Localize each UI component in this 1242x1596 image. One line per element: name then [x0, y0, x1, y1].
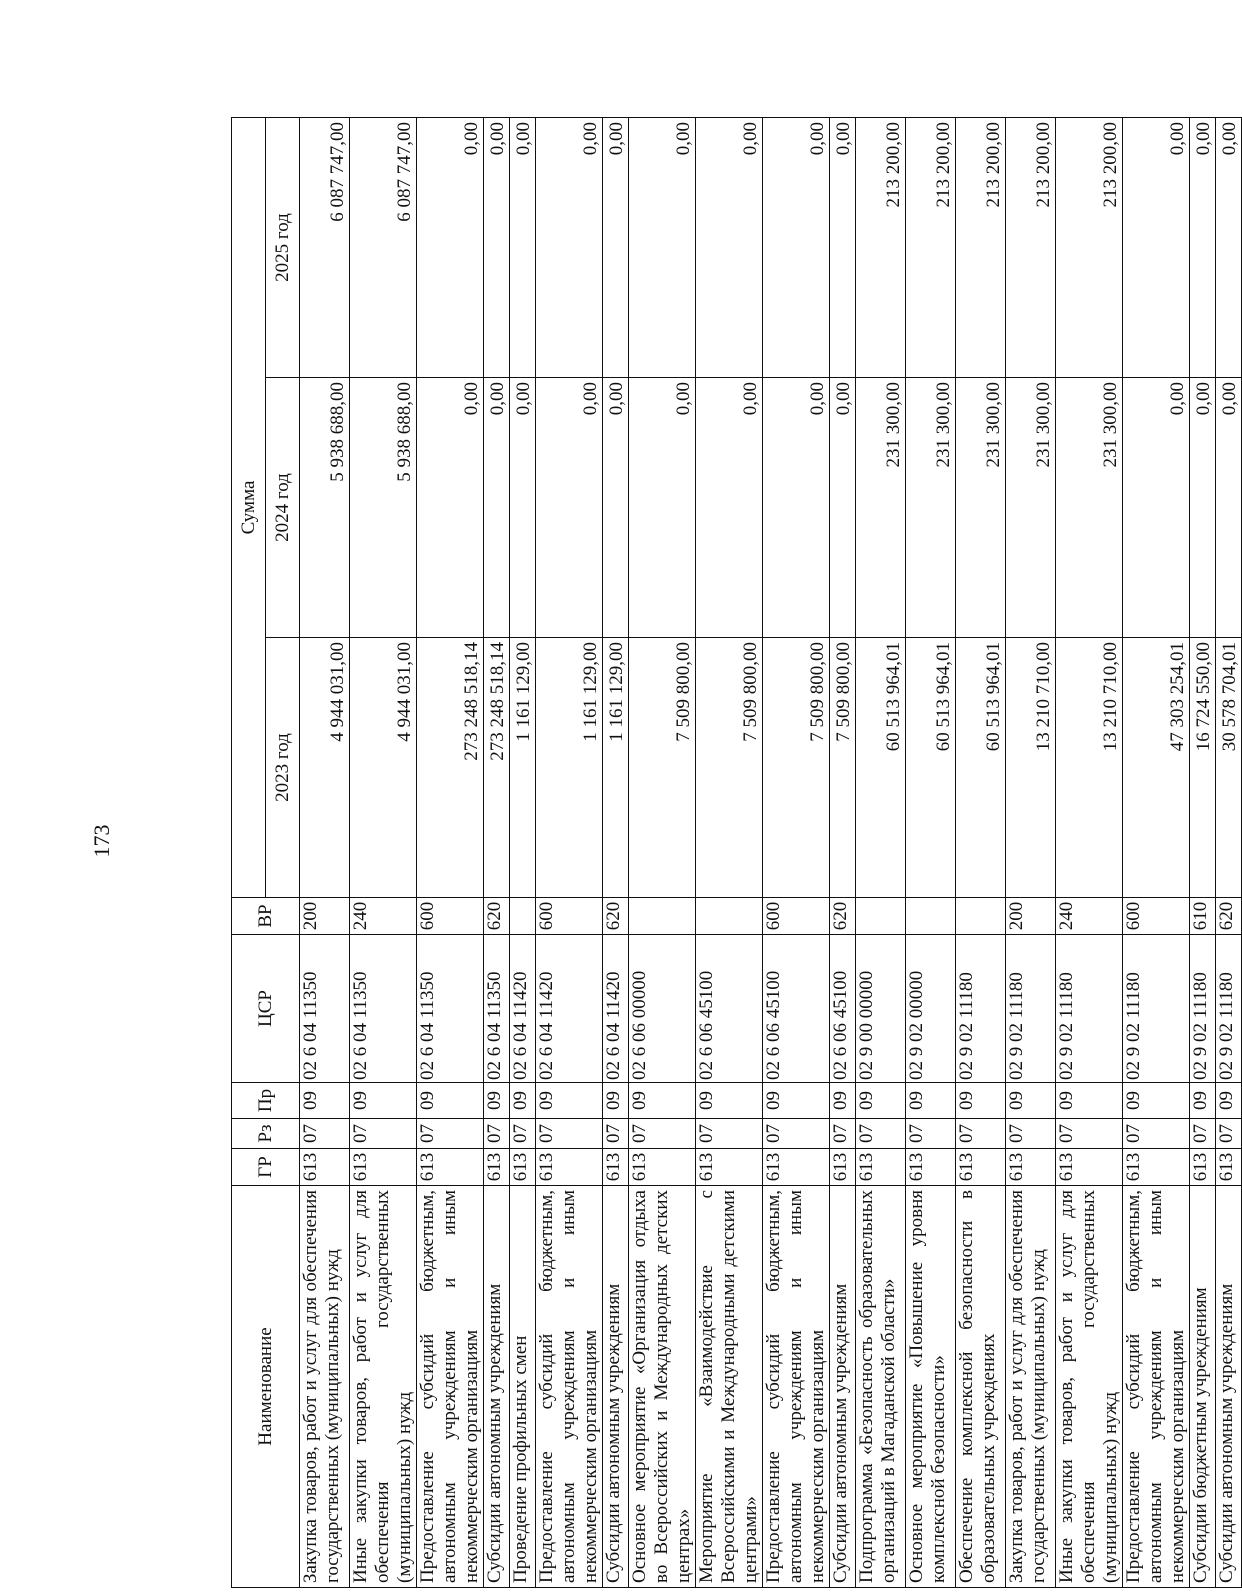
row-sum-2023: 1 161 129,00	[603, 638, 629, 898]
table-row	[484, 118, 510, 1588]
row-sum-2025: 0,00	[536, 118, 603, 378]
row-sum-2024: 0,00	[417, 378, 484, 638]
row-gr: 613	[1056, 1149, 1123, 1186]
table-row	[629, 118, 696, 1588]
row-sum-2024: 5 938 688,00	[350, 378, 417, 638]
row-csr: 02 9 02 11180	[1123, 935, 1190, 1083]
row-sum-2023: 7 509 800,00	[763, 638, 830, 898]
row-name: Субсидии автономным учреждениям	[603, 1186, 629, 1588]
row-gr: 613	[510, 1149, 536, 1186]
table-row	[956, 118, 1006, 1588]
row-sum-2024: 0,00	[510, 378, 536, 638]
row-pr: 09	[830, 1083, 856, 1119]
row-sum-2025: 0,00	[1190, 118, 1216, 378]
table-row	[300, 118, 350, 1588]
row-pr: 09	[350, 1083, 417, 1119]
row-sum-2024: 0,00	[1123, 378, 1190, 638]
row-sum-2025: 0,00	[696, 118, 763, 378]
row-pr: 09	[696, 1083, 763, 1119]
row-rz: 07	[484, 1119, 510, 1149]
row-name: Предоставление субсидий бюджетным, автономным учреждениям и иным некоммерческим организациям	[417, 1186, 484, 1588]
row-gr: 613	[856, 1149, 906, 1186]
row-rz: 07	[696, 1119, 763, 1149]
row-sum-2024: 5 938 688,00	[300, 378, 350, 638]
row-sum-2024: 0,00	[830, 378, 856, 638]
row-sum-2023: 273 248 518,14	[484, 638, 510, 898]
row-sum-2023: 16 724 550,00	[1190, 638, 1216, 898]
header-year-2023: 2023 год	[266, 638, 300, 898]
row-vr	[856, 898, 906, 935]
header-year-2024: 2024 год	[266, 378, 300, 638]
row-pr: 09	[417, 1083, 484, 1119]
row-vr: 240	[350, 898, 417, 935]
row-name: Основное мероприятие «Повышение уровня комплексной безопасности»	[906, 1186, 956, 1588]
row-rz: 07	[536, 1119, 603, 1149]
table-row	[417, 118, 484, 1588]
row-csr: 02 9 02 11180	[1216, 935, 1242, 1083]
row-sum-2024: 231 300,00	[906, 378, 956, 638]
row-sum-2023: 47 303 254,01	[1123, 638, 1190, 898]
header-year-2025: 2025 год	[266, 118, 300, 378]
row-sum-2025: 0,00	[830, 118, 856, 378]
header-rz: Рз	[232, 1119, 300, 1149]
header-csr: ЦСР	[232, 935, 300, 1083]
header-gr: ГР	[232, 1149, 300, 1186]
row-sum-2024: 0,00	[484, 378, 510, 638]
row-gr: 613	[484, 1149, 510, 1186]
row-gr: 613	[1006, 1149, 1056, 1186]
table-row	[536, 118, 603, 1588]
row-vr: 600	[1123, 898, 1190, 935]
row-name: Субсидии бюджетным учреждениям	[1190, 1186, 1216, 1588]
header-sum: Сумма	[232, 118, 266, 898]
row-sum-2025: 0,00	[417, 118, 484, 378]
table-body	[300, 118, 1242, 1588]
row-csr: 02 6 06 45100	[830, 935, 856, 1083]
table-row	[1006, 118, 1056, 1588]
row-vr	[696, 898, 763, 935]
row-sum-2023: 1 161 129,00	[536, 638, 603, 898]
row-sum-2025: 0,00	[603, 118, 629, 378]
table-row	[1056, 118, 1123, 1588]
row-sum-2024: 0,00	[763, 378, 830, 638]
row-csr: 02 9 02 11180	[956, 935, 1006, 1083]
row-gr: 613	[830, 1149, 856, 1186]
row-sum-2023: 60 513 964,01	[956, 638, 1006, 898]
table-row	[603, 118, 629, 1588]
row-gr: 613	[417, 1149, 484, 1186]
row-csr: 02 6 04 11350	[350, 935, 417, 1083]
row-rz: 07	[1006, 1119, 1056, 1149]
row-sum-2025: 213 200,00	[1056, 118, 1123, 378]
row-sum-2024: 231 300,00	[956, 378, 1006, 638]
row-vr: 600	[763, 898, 830, 935]
row-name: Проведение профильных смен	[510, 1186, 536, 1588]
row-pr: 09	[300, 1083, 350, 1119]
page-number: 173	[89, 824, 114, 858]
row-vr: 620	[484, 898, 510, 935]
row-csr: 02 6 04 11420	[603, 935, 629, 1083]
row-sum-2024: 0,00	[629, 378, 696, 638]
row-gr: 613	[906, 1149, 956, 1186]
row-csr: 02 9 02 00000	[906, 935, 956, 1083]
row-gr: 613	[1190, 1149, 1216, 1186]
row-csr: 02 9 02 11180	[1056, 935, 1123, 1083]
row-sum-2025: 213 200,00	[906, 118, 956, 378]
header-vr: ВР	[232, 898, 300, 935]
header-pr: Пр	[232, 1083, 300, 1119]
table-row	[1216, 118, 1242, 1588]
row-rz: 07	[629, 1119, 696, 1149]
row-pr: 09	[510, 1083, 536, 1119]
row-name: Закупка товаров, работ и услуг для обеспечения государственных (муниципальных) нужд	[300, 1186, 350, 1588]
row-sum-2024: 231 300,00	[1006, 378, 1056, 638]
row-gr: 613	[1123, 1149, 1190, 1186]
row-pr: 09	[1123, 1083, 1190, 1119]
row-name: Субсидии автономным учреждениям	[484, 1186, 510, 1588]
row-rz: 07	[417, 1119, 484, 1149]
table-row	[856, 118, 906, 1588]
row-rz: 07	[1056, 1119, 1123, 1149]
rotated-table-wrapper	[231, 118, 1240, 1588]
row-vr: 620	[603, 898, 629, 935]
row-name: Основное мероприятие «Организация отдыха во Всероссийских и Международных детских центрах»	[629, 1186, 696, 1588]
row-pr: 09	[1190, 1083, 1216, 1119]
row-csr: 02 6 06 00000	[629, 935, 696, 1083]
row-vr	[510, 898, 536, 935]
row-sum-2023: 4 944 031,00	[350, 638, 417, 898]
row-vr: 600	[536, 898, 603, 935]
row-rz: 07	[300, 1119, 350, 1149]
row-rz: 07	[1216, 1119, 1242, 1149]
row-sum-2024: 231 300,00	[856, 378, 906, 638]
row-vr	[956, 898, 1006, 935]
row-csr: 02 6 04 11350	[300, 935, 350, 1083]
row-sum-2024: 231 300,00	[1056, 378, 1123, 638]
row-name: Подпрограмма «Безопасность образовательных организаций в Магаданской области»	[856, 1186, 906, 1588]
row-sum-2023: 60 513 964,01	[856, 638, 906, 898]
row-sum-2025: 0,00	[1216, 118, 1242, 378]
row-sum-2023: 7 509 800,00	[629, 638, 696, 898]
row-sum-2025: 0,00	[629, 118, 696, 378]
row-vr: 240	[1056, 898, 1123, 935]
row-csr: 02 9 02 11180	[1190, 935, 1216, 1083]
row-gr: 613	[956, 1149, 1006, 1186]
row-rz: 07	[906, 1119, 956, 1149]
row-rz: 07	[956, 1119, 1006, 1149]
row-name: Предоставление субсидий бюджетным, автономным учреждениям и иным некоммерческим организациям	[763, 1186, 830, 1588]
row-sum-2024: 0,00	[696, 378, 763, 638]
row-pr: 09	[536, 1083, 603, 1119]
row-csr: 02 6 06 45100	[696, 935, 763, 1083]
row-name: Иные закупки товаров, работ и услуг для обеспечения государственных (муниципальных) нужд	[350, 1186, 417, 1588]
row-pr: 09	[1006, 1083, 1056, 1119]
row-rz: 07	[510, 1119, 536, 1149]
row-rz: 07	[603, 1119, 629, 1149]
row-name: Субсидии автономным учреждениям	[1216, 1186, 1242, 1588]
row-name: Предоставление субсидий бюджетным, автономным учреждениям и иным некоммерческим организациям	[1123, 1186, 1190, 1588]
row-rz: 07	[1123, 1119, 1190, 1149]
row-vr: 620	[1216, 898, 1242, 935]
row-csr: 02 6 04 11350	[484, 935, 510, 1083]
row-name: Предоставление субсидий бюджетным, автономным учреждениям и иным некоммерческим организациям	[536, 1186, 603, 1588]
row-vr: 610	[1190, 898, 1216, 935]
row-rz: 07	[763, 1119, 830, 1149]
row-sum-2025: 213 200,00	[856, 118, 906, 378]
row-vr: 200	[300, 898, 350, 935]
table-row	[510, 118, 536, 1588]
row-sum-2023: 30 578 704,01	[1216, 638, 1242, 898]
row-sum-2025: 0,00	[484, 118, 510, 378]
row-gr: 613	[300, 1149, 350, 1186]
row-gr: 613	[1216, 1149, 1242, 1186]
row-csr: 02 9 00 00000	[856, 935, 906, 1083]
row-gr: 613	[763, 1149, 830, 1186]
table-row	[1190, 118, 1216, 1588]
row-csr: 02 6 06 45100	[763, 935, 830, 1083]
row-name: Иные закупки товаров, работ и услуг для обеспечения государственных (муниципальных) нужд	[1056, 1186, 1123, 1588]
row-sum-2024: 0,00	[1190, 378, 1216, 638]
row-vr: 200	[1006, 898, 1056, 935]
row-sum-2023: 13 210 710,00	[1056, 638, 1123, 898]
row-sum-2023: 273 248 518,14	[417, 638, 484, 898]
row-gr: 613	[696, 1149, 763, 1186]
table-row	[350, 118, 417, 1588]
row-gr: 613	[603, 1149, 629, 1186]
row-csr: 02 6 04 11350	[417, 935, 484, 1083]
row-pr: 09	[484, 1083, 510, 1119]
row-vr	[629, 898, 696, 935]
row-pr: 09	[856, 1083, 906, 1119]
row-vr: 600	[417, 898, 484, 935]
row-sum-2024: 0,00	[536, 378, 603, 638]
row-pr: 09	[1056, 1083, 1123, 1119]
row-sum-2024: 0,00	[1216, 378, 1242, 638]
row-sum-2023: 7 509 800,00	[830, 638, 856, 898]
row-sum-2025: 6 087 747,00	[350, 118, 417, 378]
row-sum-2024: 0,00	[603, 378, 629, 638]
table-row	[906, 118, 956, 1588]
table-row	[696, 118, 763, 1588]
budget-table	[231, 117, 1242, 1588]
row-sum-2025: 0,00	[763, 118, 830, 378]
row-sum-2025: 213 200,00	[1006, 118, 1056, 378]
row-pr: 09	[603, 1083, 629, 1119]
table-row	[763, 118, 830, 1588]
row-sum-2023: 13 210 710,00	[1006, 638, 1056, 898]
row-pr: 09	[763, 1083, 830, 1119]
row-pr: 09	[906, 1083, 956, 1119]
row-rz: 07	[1190, 1119, 1216, 1149]
row-gr: 613	[536, 1149, 603, 1186]
row-name: Субсидии автономным учреждениям	[830, 1186, 856, 1588]
row-gr: 613	[629, 1149, 696, 1186]
row-rz: 07	[856, 1119, 906, 1149]
row-sum-2025: 0,00	[510, 118, 536, 378]
row-csr: 02 6 04 11420	[536, 935, 603, 1083]
row-pr: 09	[629, 1083, 696, 1119]
row-sum-2023: 1 161 129,00	[510, 638, 536, 898]
row-pr: 09	[1216, 1083, 1242, 1119]
row-sum-2025: 213 200,00	[956, 118, 1006, 378]
row-csr: 02 9 02 11180	[1006, 935, 1056, 1083]
row-csr: 02 6 04 11420	[510, 935, 536, 1083]
row-rz: 07	[830, 1119, 856, 1149]
row-sum-2023: 4 944 031,00	[300, 638, 350, 898]
row-sum-2025: 6 087 747,00	[300, 118, 350, 378]
row-rz: 07	[350, 1119, 417, 1149]
row-vr: 620	[830, 898, 856, 935]
table-row	[830, 118, 856, 1588]
row-name: Мероприятие «Взаимодействие с Всероссийскими и Международными детскими центрами»	[696, 1186, 763, 1588]
row-vr	[906, 898, 956, 935]
row-pr: 09	[956, 1083, 1006, 1119]
row-name: Закупка товаров, работ и услуг для обеспечения государственных (муниципальных) нужд	[1006, 1186, 1056, 1588]
row-sum-2023: 60 513 964,01	[906, 638, 956, 898]
row-gr: 613	[350, 1149, 417, 1186]
row-sum-2025: 0,00	[1123, 118, 1190, 378]
header-name: Наименование	[232, 1186, 300, 1588]
row-sum-2023: 7 509 800,00	[696, 638, 763, 898]
table-row	[1123, 118, 1190, 1588]
row-name: Обеспечение комплексной безопасности в образовательных учреждениях	[956, 1186, 1006, 1588]
